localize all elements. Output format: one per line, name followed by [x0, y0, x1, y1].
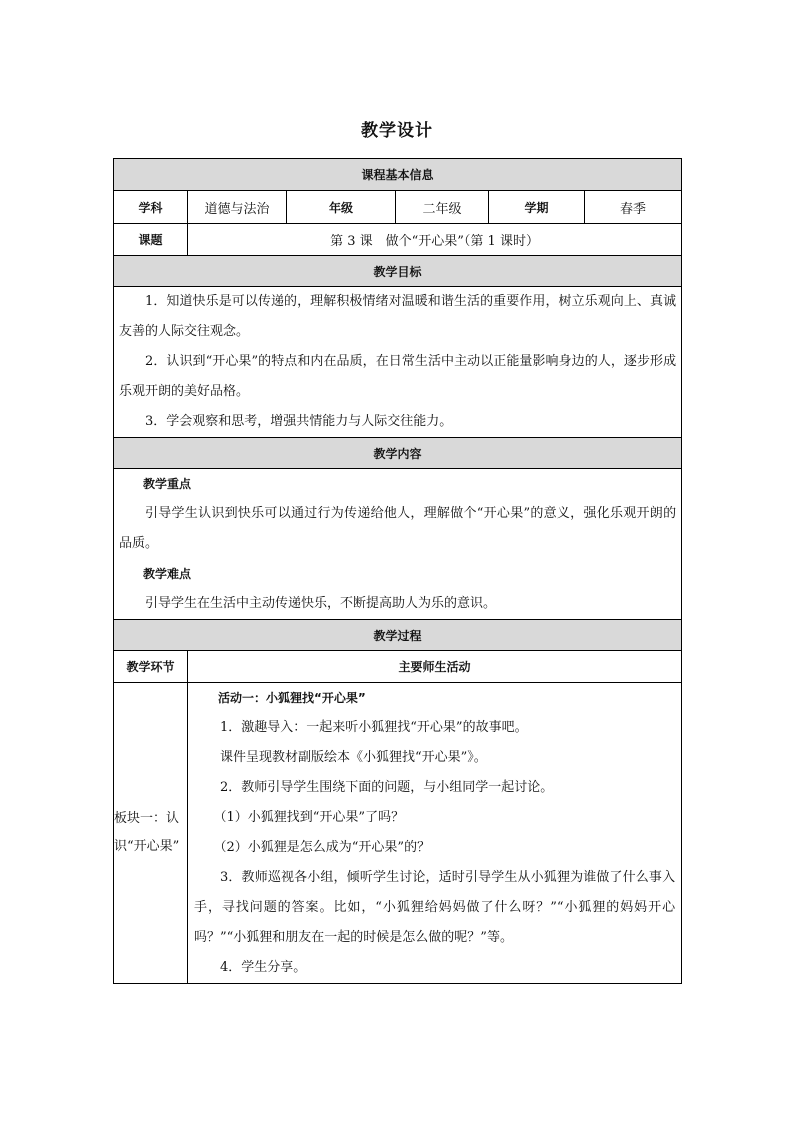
- topic-value: 第 3 课 做个“开心果”（第 1 课时）: [188, 224, 682, 256]
- objective-item: 3．学会观察和思考，增强共情能力与人际交往能力。: [145, 414, 453, 429]
- activity-line: 2．教师引导学生围绕下面的问题，与小组同学一起讨论。: [220, 780, 554, 795]
- activity-line: 3．教师巡视各小组，倾听学生讨论，适时引导学生从小狐狸为谁做了什么事入手，寻找问题的答案。比如，“小狐狸给妈妈做了什么呀？”“小狐狸的妈妈开心吗？”“小狐狸和朋友在一起的时候是怎么做的呢？”等。: [194, 870, 676, 945]
- topic-label: 课题: [114, 224, 188, 256]
- content-header: 教学内容: [114, 438, 682, 469]
- activity-line: 课件呈现教材副版绘本《小狐狸找“开心果”》。: [220, 750, 487, 765]
- subject-value: 道德与法治: [188, 191, 287, 224]
- process-header: 教学过程: [114, 620, 682, 651]
- process-col-stage: 教学环节: [114, 651, 188, 683]
- document-title: 教学设计: [361, 121, 433, 141]
- key-points-text: 引导学生认识到快乐可以通过行为传递给他人，理解做个“开心果”的意义，强化乐观开朗的品质。: [119, 506, 677, 551]
- block-label: [114, 683, 188, 984]
- term-label: 学期: [489, 191, 585, 224]
- activity-cell: [188, 683, 682, 984]
- block-label-text: 板块一：认识“开心果”: [114, 811, 180, 854]
- activity-title: 活动一：小狐狸找“开心果”: [218, 691, 366, 705]
- activity-line: 4．学生分享。: [220, 960, 307, 975]
- activity-line: （2）小狐狸是怎么成为“开心果”的？: [213, 840, 431, 855]
- content-cell: [114, 469, 682, 620]
- objectives-header: 教学目标: [114, 256, 682, 287]
- difficulty-label: 教学难点: [143, 567, 192, 581]
- process-col-activities: 主要师生活动: [188, 651, 682, 683]
- objectives-cell: [114, 287, 682, 438]
- activity-line: （1）小狐狸找到“开心果”了吗？: [213, 810, 405, 825]
- key-points-label: 教学重点: [143, 477, 192, 491]
- objective-item: 1．知道快乐是可以传递的，理解积极情绪对温暖和谐生活的重要作用，树立乐观向上、真诚友善的人际交往观念。: [119, 294, 677, 339]
- grade-value: 二年级: [396, 191, 489, 224]
- subject-label: 学科: [114, 191, 188, 224]
- lesson-plan-table: [113, 158, 682, 984]
- basic-info-header: 课程基本信息: [114, 159, 682, 191]
- term-value: 春季: [585, 191, 682, 224]
- activity-line: 1．激趣导入：一起来听小狐狸找“开心果”的故事吧。: [220, 720, 528, 735]
- grade-label: 年级: [287, 191, 396, 224]
- difficulty-text: 引导学生在生活中主动传递快乐，不断提高助人为乐的意识。: [145, 596, 497, 611]
- objective-item: 2．认识到“开心果”的特点和内在品质，在日常生活中主动以正能量影响身边的人，逐步形成乐观开朗的美好品格。: [119, 354, 677, 399]
